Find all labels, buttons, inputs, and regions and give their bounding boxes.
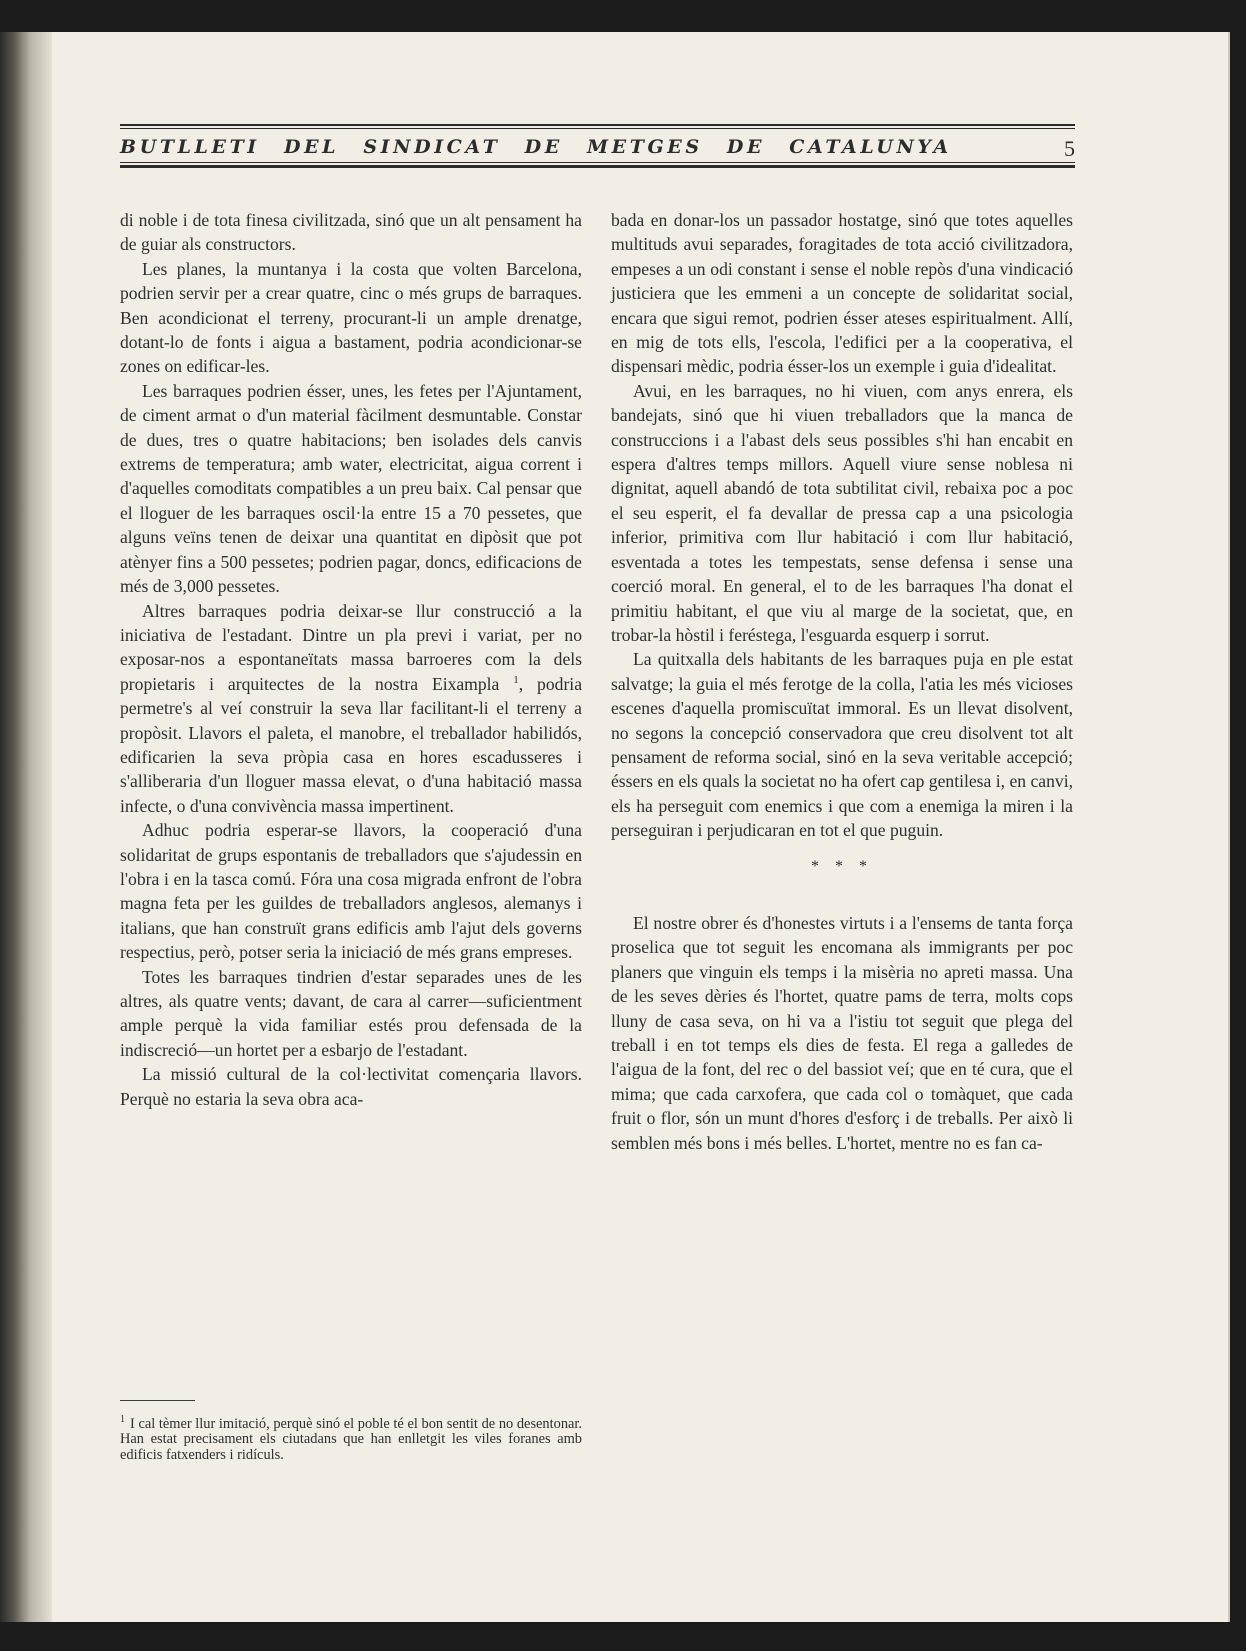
paragraph: La quitxalla dels habitants de les barraques puja en ple estat salvatge; la guia el més ferotge de la colla, l'atia les més vicioses escenes d'aquella promiscuïtat immoral. Es un llevat disolvent, no segons la concepció conservadora que creu disolvent tot alt pensament de reforma social, sinó en la seva veritable accepció; éssers en els quals la societat no ha ofert cap gentilesa i, en canvi, els ha perseguit com enemics i que com a enemiga la miren i la perseguiran i perjudicaran en tot el que puguin. (611, 649, 1073, 841)
paragraph: Adhuc podria esperar-se llavors, la cooperació d'una solidaritat de grups espontanis de treballadors que s'ajudessin en l'obra i en la tasca comú. Fóra una cosa migrada enfront de l'obra magna feta per les guildes de treballadors anglesos, alemanys i italians, que han construït grans edificis amb l'ajut dels governs respectius, però, potser seria la iniciació de més grans empreses. (120, 820, 582, 963)
journal-title: BUTLLETI DEL SINDICAT DE METGES DE CATALUNYA (120, 136, 952, 158)
header-rule-top (120, 124, 1075, 126)
footnote-text: I cal tèmer llur imitació, perquè sinó el poble té el bon sentit de no desentonar. Han estat precisament els ciutadans que han enlletgit les viles foranes amb edificis fatxenders i ridículs. (120, 1415, 582, 1463)
paragraph-text: Altres barraques podria deixar-se llur construcció a la iniciativa de l'estadant. Dintre un pla previ i variat, per no exposar-nos a espontaneïtats massa barroeres com la dels propietaris i arquitectes de la nostra Eixampla (120, 600, 582, 694)
paragraph: bada en donar-los un passador hostatge, sinó que totes aquelles multituds avui separades, foragitades de tota acció civilitzadora, empeses a un odi constant i sense el noble repòs d'una vindicació justiciera que les emmeni a un concepte de solidaritat social, encara que sigui remot, podrien ésser ateses espiritualment. Allí, en mig de tots ells, l'escola, l'edifici per a la cooperativa, el dispensari mèdic, podria ésser-los un exemple i guia d'idealitat. (611, 210, 1073, 377)
paragraph: Les planes, la muntanya i la costa que volten Barcelona, podrien servir per a crear quatre, cinc o més grups de barraques. Ben acondicionat el terreny, procurant-li un ample drenatge, dotant-lo de fonts i aigua a bastament, podria acondicionar-se zones on edificar-les. (120, 258, 582, 377)
footnote-mark: 1 (120, 1414, 125, 1425)
header-rule-bottom (120, 165, 1075, 168)
footnote-rule (120, 1400, 195, 1401)
paragraph: El nostre obrer és d'honestes virtuts i a l'ensems de tanta força proselica que tot seguit les encomana als immigrants per poc planers que vinguin els temps i la misèria no apreti massa. Una de les seves dèries és l'hortet, quatre pams de terra, molts cops lluny de casa seva, on hi va a l'istiu tot seguit que plega del treball i en tot temps els dies de festa. El rega a galledes de l'aigua de la font, del rec o del bassiot veí; que en té cura, que el mima; que cada carxofera, que cada col o tomàquet, que cada fruit o flor, són un munt d'hores d'esforç i de treballs. Per això li semblen més bons i més belles. L'hortet, mentre no es fan ca- (611, 912, 1073, 1153)
header-rule-bottom-thin (120, 162, 1075, 163)
paragraph: Avui, en les barraques, no hi viuen, com anys enrera, els bandejats, sinó que hi viuen treballadors que la manca de construccions i a l'abast dels seus possibles s'hi han encabit en espera d'altres temps millors. Aquell viure sense noblesa ni dignitat, aquell abandó de tota subtilitat civil, rebaixa poc a poc el seu esperit, el fa devallar de pressa cap a una psicologia inferior, primitiva com llur habitació i com llur habitació, esventada a totes les tempestats, sense defensa i sense una coerció moral. En general, el to de les barraques l'ha donat el primitiu habitant, el que viu al marge de la societat, que, en trobar-la hòstil i feréstega, l'esguarda esquerp i sorrut. (611, 380, 1073, 645)
paragraph: Les barraques podrien ésser, unes, les fetes per l'Ajuntament, de ciment armat o d'un material fàcilment desmuntable. Constar de dues, tres o quatre habitacions; ben isolades dels canvis extrems de temperatura; amb water, electricitat, aigua corrent i d'aquelles comoditats compatibles a un preu baix. Cal pensar que el lloguer de les barraques oscil·la entre 15 a 70 pessetes, que alguns veïns tenen de deixar una quantitat en dipòsit que pot atènyer fins a 500 pessetes; podrien pagar, doncs, edificacions de més de 3,000 pessetes. (120, 380, 582, 597)
page-number: 5 (1064, 136, 1075, 161)
paragraph (120, 599, 582, 819)
paragraph: di noble i de tota finesa civilitzada, sinó que un alt pensament ha de guiar als constructors. (120, 210, 582, 255)
header-rule-top-thin (120, 128, 1075, 129)
left-column (120, 208, 582, 1111)
paragraph-text: , podria permetre's al veí construir la seva llar facilitant-li el terreny a propòsit. Llavors el paleta, el manobre, el treballador habilidós, edificarien la seva pròpia casa en hores escadusseres i s'alliberaria d'un lloguer massa elevat, o d'una habitació massa infecte, o d'una convivència massa impertinent. (120, 673, 582, 816)
section-separator: * * * (811, 857, 873, 875)
paragraph: Totes les barraques tindrien d'estar separades unes de les altres, als quatre vents; davant, de cara al carrer—suficientment ample perquè la vida familiar estés prou defensada de la indiscreció—un hortet per a esbarjo de l'estadant. (120, 966, 582, 1060)
right-column (611, 208, 1073, 1155)
book-spine-shadow (0, 32, 52, 1622)
running-header (120, 96, 1075, 176)
footnote-reference: 1 (513, 673, 519, 686)
footnote (120, 1412, 582, 1464)
paragraph: La missió cultural de la col·lectivitat començaria llavors. Perquè no estaria la seva obra aca- (120, 1064, 582, 1109)
